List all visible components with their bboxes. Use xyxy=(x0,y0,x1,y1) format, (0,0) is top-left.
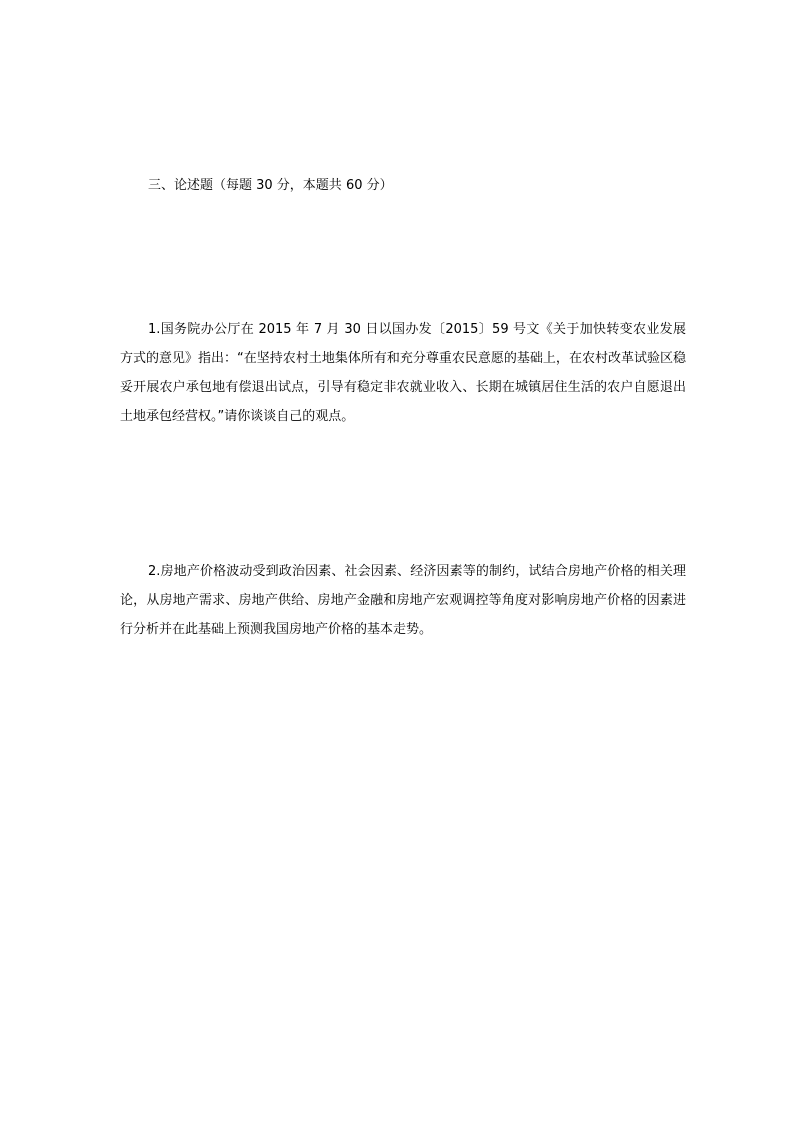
section-heading: 三、论述题（每题 30 分，本题共 60 分） xyxy=(148,178,393,193)
question-1: 1.国务院办公厅在 2015 年 7 月 30 日以国办发〔2015〕59 号文《关于加快转变农业发展方式的意见》指出：“在坚持农村土地集体所有和充分尊重农民意愿的基础上，在农村改革试验区稳妥开展农户承包地有偿退出试点，引导有稳定非农就业收入、长期在城镇居住生活的农户自愿退出土地承包经营权。”请你谈谈自己的观点。 xyxy=(120,322,686,424)
question-2: 2.房地产价格波动受到政治因素、社会因素、经济因素等的制约，试结合房地产价格的相关理论，从房地产需求、房地产供给、房地产金融和房地产宏观调控等角度对影响房地产价格的因素进行分析并在此基础上预测我国房地产价格的基本走势。 xyxy=(120,564,686,637)
